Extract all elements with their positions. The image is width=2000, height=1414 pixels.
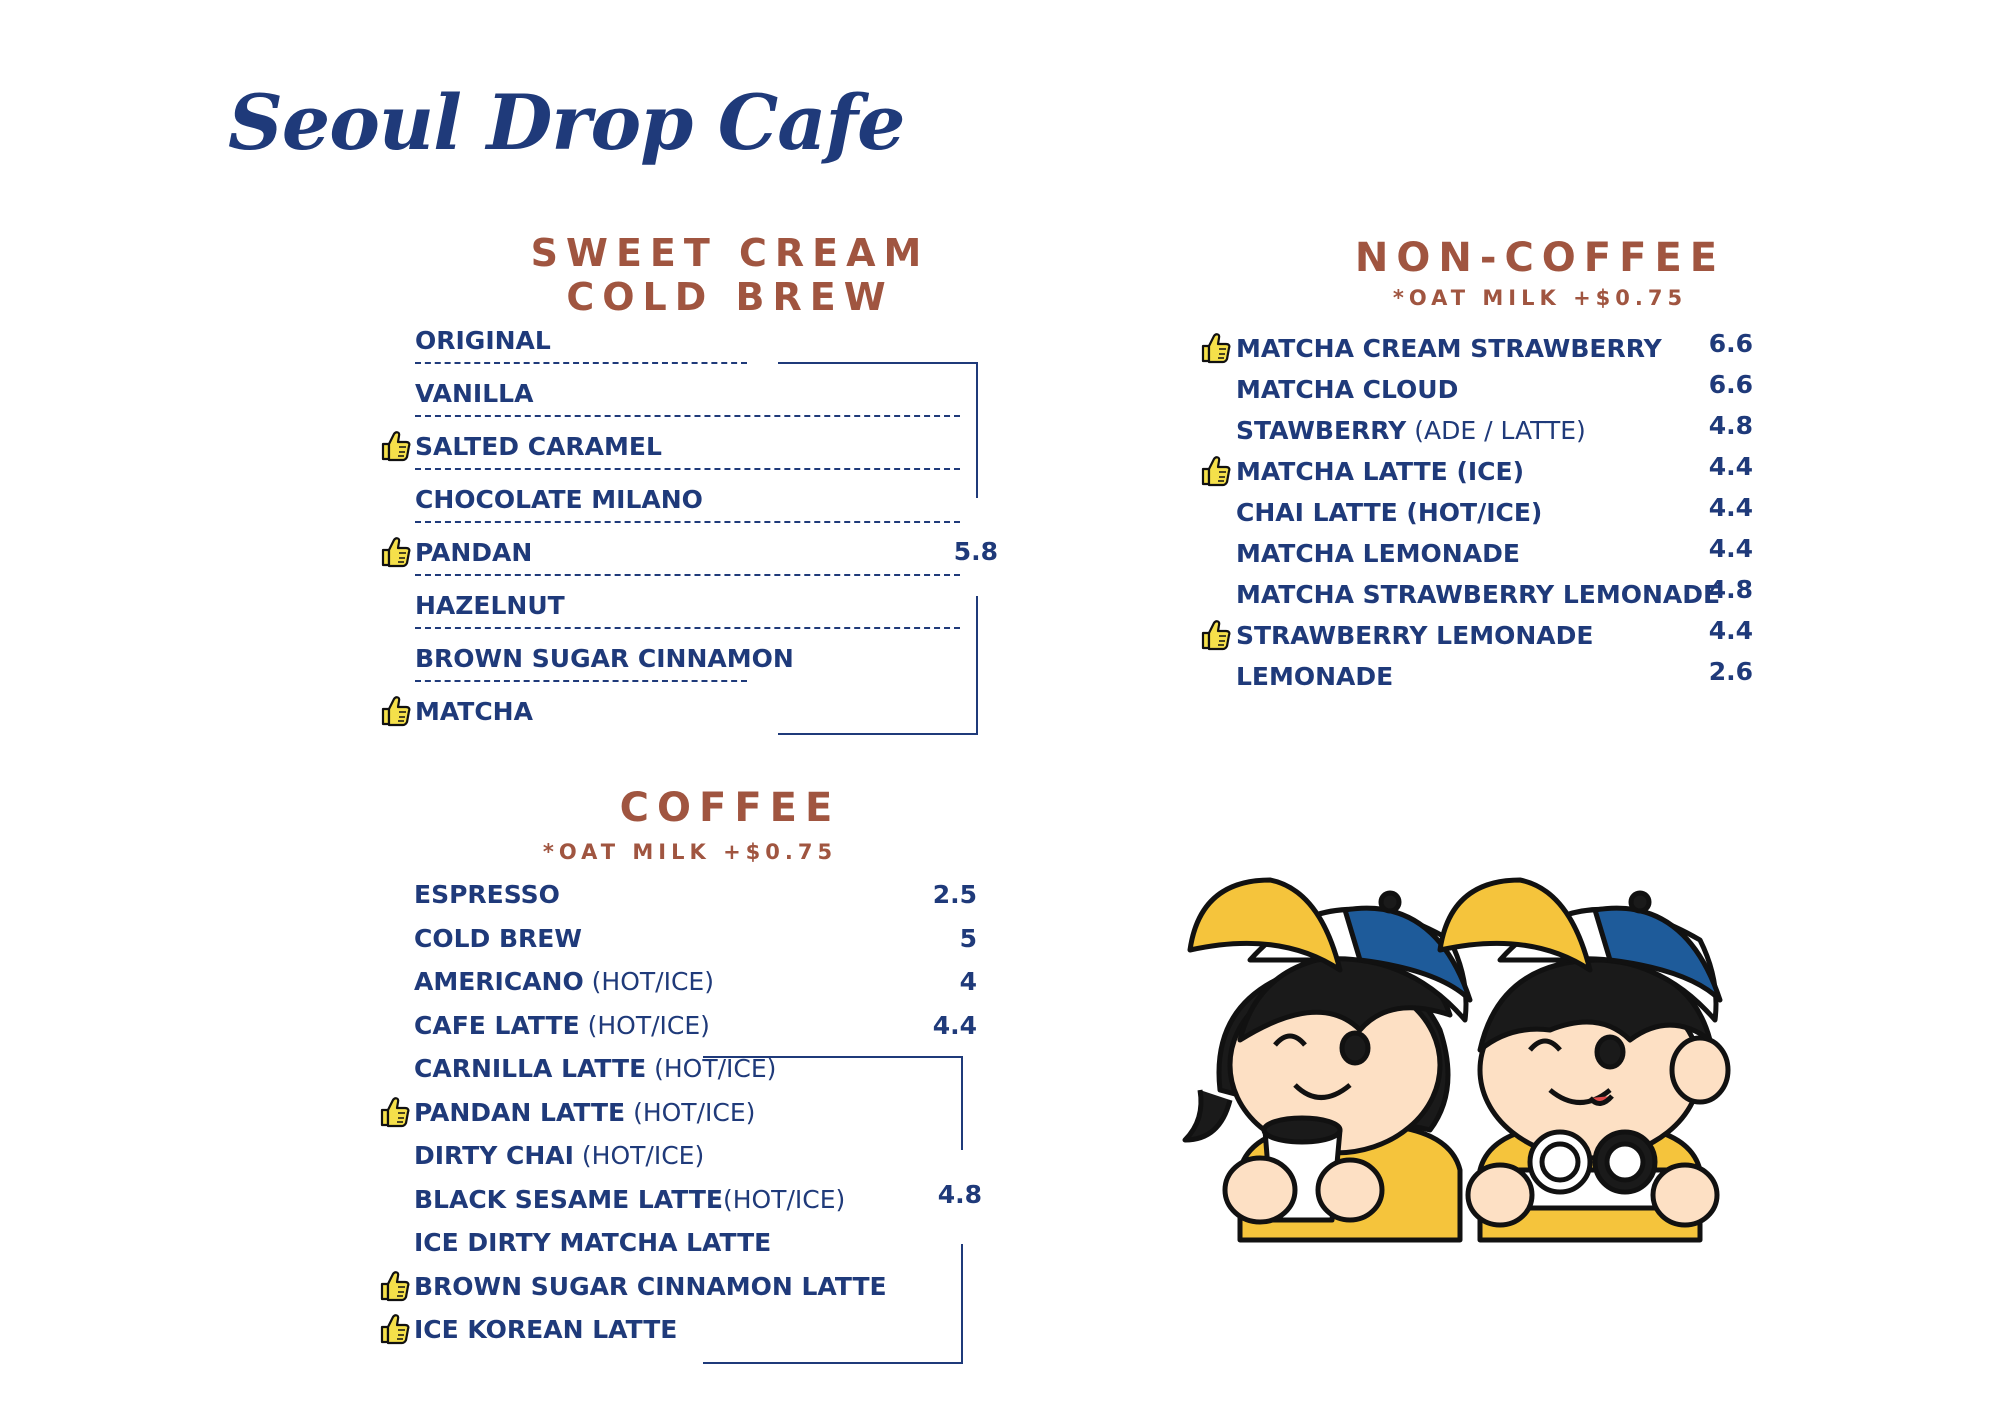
menu-item-price: 4.8 <box>1708 411 1753 440</box>
menu-item <box>415 432 662 462</box>
coffee-group-price: 4.8 <box>937 1180 982 1209</box>
thumbs-up-icon <box>378 1095 412 1129</box>
non-coffee-oat-milk-note: *OAT MILK +$0.75 <box>1392 286 1688 310</box>
cold-brew-bracket-top <box>778 362 978 498</box>
dashed-divider <box>415 521 960 523</box>
thumbs-up-icon <box>379 694 413 728</box>
thumbs-up-icon <box>1199 331 1233 365</box>
cold-brew-heading-line1: SWEET CREAM <box>530 231 930 275</box>
menu-item <box>414 1141 704 1171</box>
menu-item-name: CHAI LATTE (HOT/ICE) <box>1236 498 1543 527</box>
menu-item-name: PANDAN <box>415 538 533 567</box>
coffee-heading: COFFEE <box>619 785 841 831</box>
menu-item-price: 4.8 <box>1708 575 1753 604</box>
menu-item-price: 6.6 <box>1708 370 1753 399</box>
menu-item-name: MATCHA STRAWBERRY LEMONADE <box>1236 580 1721 609</box>
menu-item-name: CAFE LATTE <box>414 1010 580 1040</box>
menu-item-name: MATCHA CREAM STRAWBERRY <box>1236 334 1662 363</box>
thumbs-up-icon <box>1199 454 1233 488</box>
mascot-boy <box>1440 880 1728 1240</box>
menu-item-price: 2.5 <box>932 880 977 909</box>
menu-item-name: ICE DIRTY MATCHA LATTE <box>414 1228 772 1257</box>
menu-item-name: BROWN SUGAR CINNAMON LATTE <box>414 1271 887 1301</box>
menu-item-name: STAWBERRY <box>1236 416 1407 445</box>
menu-item <box>1236 375 1458 405</box>
coffee-bracket-top <box>703 1056 963 1150</box>
menu-item <box>1236 334 1662 364</box>
menu-item <box>414 924 582 954</box>
menu-item-name: VANILLA <box>415 379 534 408</box>
menu-item-name: ORIGINAL <box>415 326 551 355</box>
menu-item-option: (HOT/ICE) <box>722 1184 846 1214</box>
menu-item-name: LEMONADE <box>1236 662 1394 691</box>
mascot-girl <box>1185 880 1470 1240</box>
menu-item-name: SALTED CARAMEL <box>415 432 662 461</box>
menu-item <box>414 967 714 997</box>
menu-item <box>414 1185 845 1215</box>
menu-item-name: ESPRESSO <box>414 880 560 909</box>
menu-item-price: 6.6 <box>1708 329 1753 358</box>
menu-item-name: MATCHA CLOUD <box>1236 375 1459 404</box>
menu-item-name: HAZELNUT <box>415 591 565 620</box>
cafe-title: Seoul Drop Cafe <box>228 78 905 167</box>
menu-item <box>415 538 532 568</box>
dashed-divider <box>415 680 747 682</box>
thumbs-up-icon <box>1199 618 1233 652</box>
menu-item-name: COLD BREW <box>414 923 582 953</box>
non-coffee-heading: NON-COFFEE <box>1354 235 1726 281</box>
thumbs-up-icon <box>378 1269 412 1303</box>
menu-item-option: (ADE / LATTE) <box>1406 416 1586 445</box>
menu-item <box>415 485 703 515</box>
cold-brew-heading <box>520 232 940 319</box>
menu-item <box>415 591 565 621</box>
menu-item <box>1236 580 1720 610</box>
menu-item <box>1236 498 1542 528</box>
menu-item-name: AMERICANO <box>414 967 584 996</box>
menu-item-price: 5 <box>959 923 977 953</box>
menu-item <box>1236 539 1520 569</box>
menu-item <box>1236 457 1524 487</box>
menu-item <box>415 326 551 356</box>
menu-item-price: 4.4 <box>1708 534 1753 563</box>
thumbs-up-icon <box>378 1312 412 1346</box>
menu-item-price: 4.4 <box>932 1010 977 1040</box>
menu-item-name: STRAWBERRY LEMONADE <box>1236 621 1594 650</box>
menu-item <box>415 697 533 727</box>
menu-item-name: MATCHA <box>415 697 533 726</box>
menu-item-option: (HOT/ICE) <box>625 1097 756 1127</box>
mascot-illustration <box>1180 870 1780 1270</box>
dashed-divider <box>415 362 747 364</box>
menu-item <box>1236 621 1593 651</box>
menu-item-name: MATCHA LATTE (ICE) <box>1236 457 1525 486</box>
menu-item-option: (HOT/ICE) <box>646 1054 777 1083</box>
menu-item-name: CHOCOLATE MILANO <box>415 485 703 514</box>
menu-item-price: 4 <box>959 967 977 996</box>
menu-item <box>1236 416 1586 446</box>
menu-item-price: 2.6 <box>1708 657 1753 686</box>
menu-item-price: 4.4 <box>1708 493 1753 522</box>
thumbs-up-icon <box>379 535 413 569</box>
cold-brew-price: 5.8 <box>953 537 998 566</box>
menu-item <box>414 1315 677 1345</box>
menu-item-option: (HOT/ICE) <box>583 967 714 996</box>
menu-item-name: PANDAN LATTE <box>414 1097 626 1127</box>
menu-item <box>415 379 533 409</box>
menu-item-price: 4.4 <box>1708 452 1753 481</box>
cold-brew-heading-line2: COLD BREW <box>566 274 894 319</box>
menu-item-name: BLACK SESAME LATTE <box>414 1184 723 1214</box>
menu-item <box>414 1011 710 1041</box>
menu-item <box>415 644 794 674</box>
menu-item <box>414 880 560 910</box>
menu-item-option: (HOT/ICE) <box>573 1141 705 1170</box>
coffee-bracket-bottom <box>703 1244 963 1364</box>
cold-brew-bracket-bottom <box>778 596 978 735</box>
menu-item-name: MATCHA LEMONADE <box>1236 539 1520 568</box>
menu-item-name: DIRTY CHAI <box>414 1141 574 1170</box>
menu-item-option: (HOT/ICE) <box>579 1010 710 1040</box>
coffee-oat-milk-note: *OAT MILK +$0.75 <box>542 840 838 864</box>
dashed-divider <box>415 574 960 576</box>
menu-item-name: ICE KOREAN LATTE <box>414 1315 678 1344</box>
menu-item-price: 4.4 <box>1708 616 1753 645</box>
thumbs-up-icon <box>379 429 413 463</box>
menu-item-name: CARNILLA LATTE <box>414 1054 647 1083</box>
menu-item-name: BROWN SUGAR CINNAMON <box>415 644 794 673</box>
menu-item <box>1236 662 1393 692</box>
